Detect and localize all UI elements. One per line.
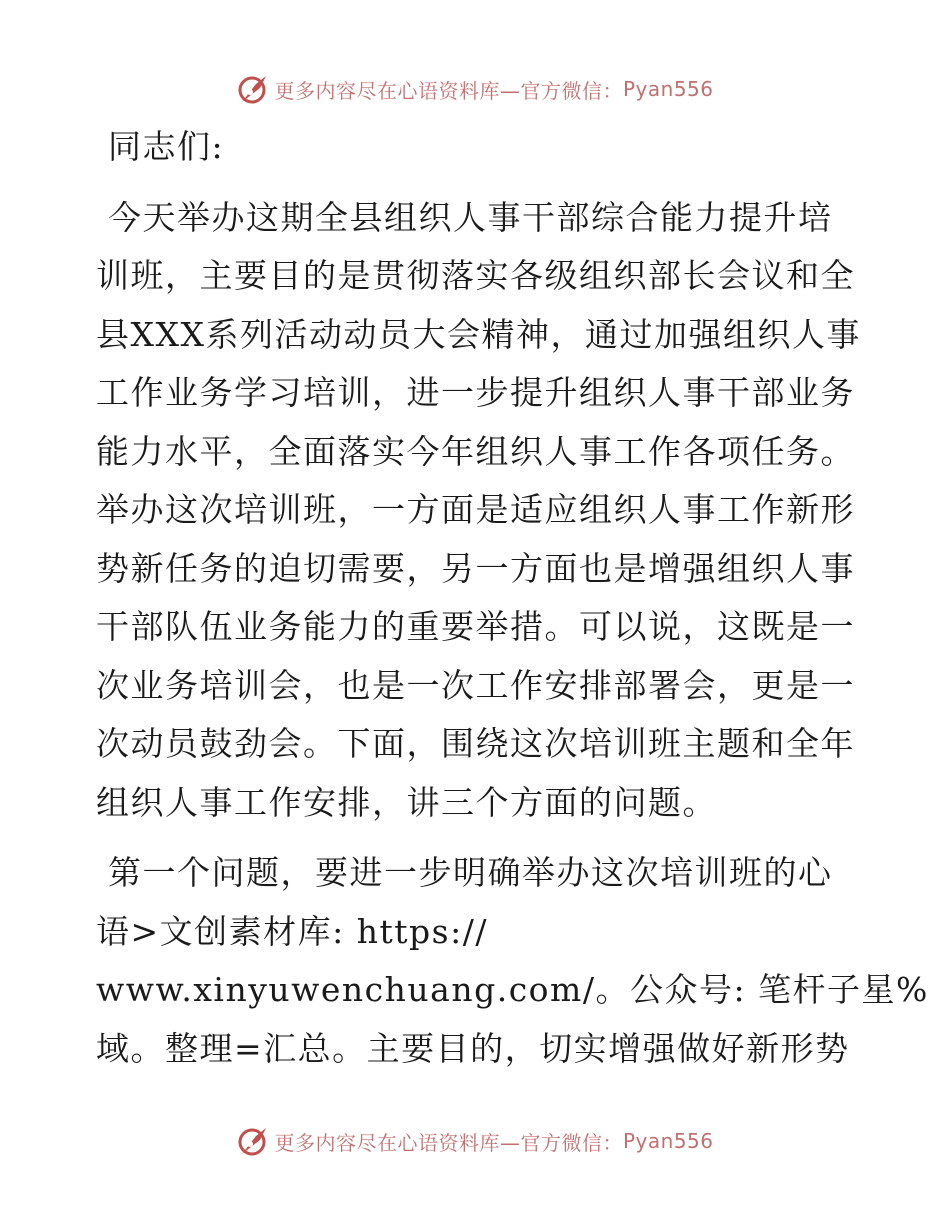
watermark-wechat-id: Pyan556 — [622, 77, 714, 101]
paragraph-line: 第一个问题，要进一步明确举办这次培训班的心 — [108, 853, 833, 892]
paragraph-line: 干部队伍业务能力的重要举措。可以说，这既是一 — [96, 607, 855, 646]
paragraph-line: 域。整理=汇总。主要目的，切实增强做好新形势 — [96, 1028, 850, 1068]
paragraph-line: 举办这次培训班，一方面是适应组织人事工作新形 — [96, 490, 855, 529]
header-watermark — [0, 72, 950, 106]
salutation: 同志们: — [108, 127, 225, 166]
paragraph-line: 今天举办这期全县组织人事干部综合能力提升培 — [108, 197, 833, 237]
paragraph-line: 次业务培训会，也是一次工作安排部署会，更是一 — [96, 665, 855, 705]
paragraph-line: 次动员鼓劲会。下面，围绕这次培训班主题和全年 — [96, 724, 855, 763]
footer-watermark — [0, 1124, 950, 1158]
paragraph-line: 势新任务的迫切需要，另一方面也是增强组织人事 — [96, 548, 855, 588]
watermark-wechat-id: Pyan556 — [622, 1129, 714, 1153]
paragraph-1 — [96, 189, 861, 833]
paragraph-line: 组织人事工作安排，讲三个方面的问题。 — [96, 782, 717, 822]
watermark-text: 更多内容尽在心语资料库—官方微信： — [274, 1130, 623, 1155]
paragraph-2 — [96, 844, 929, 1078]
watermark-text: 更多内容尽在心语资料库—官方微信： — [274, 78, 623, 103]
paragraph-line: 训班，主要目的是贯彻落实各级组织部长会议和全 — [96, 256, 855, 295]
paragraph-line: 能力水平，全面落实今年组织人事工作各项任务。 — [96, 431, 855, 471]
paragraph-line: 语>文创素材库: https:// — [96, 911, 488, 951]
document-body — [96, 118, 929, 1078]
quill-logo-icon — [236, 1124, 270, 1158]
paragraph-line: 工作业务学习培训，进一步提升组织人事干部业务 — [96, 373, 855, 412]
paragraph-line: www.xinyuwenchuang.com/。公众号: 笔杆子星% — [96, 970, 929, 1009]
quill-logo-icon — [236, 72, 270, 106]
paragraph-line: 县XXX系列活动动员大会精神，通过加强组织人事 — [96, 314, 861, 354]
